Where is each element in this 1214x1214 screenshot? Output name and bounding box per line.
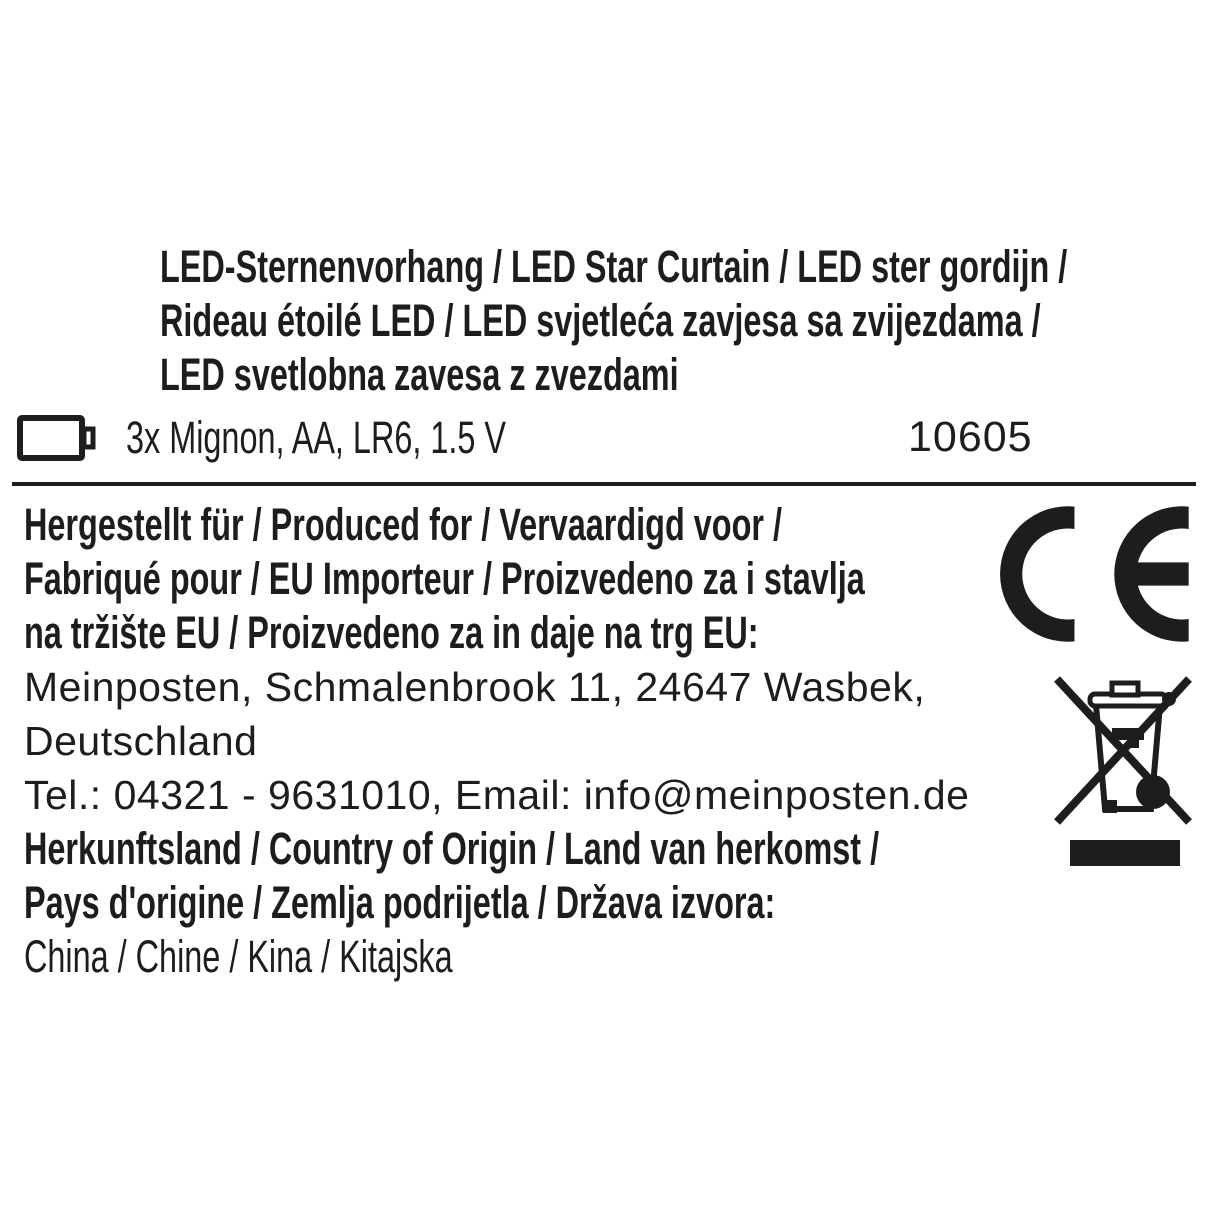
product-title-line: Rideau étoilé LED / LED svjetleća zavjesa sa zvijezdama /: [160, 295, 1041, 346]
importer-contact: Tel.: 04321 - 9631010, Email: info@meinposten.de: [24, 772, 970, 818]
origin-label-line: Pays d'origine / Zemlja podrijetla / Država izvora:: [24, 877, 776, 928]
battery-icon: [16, 413, 96, 463]
product-title: [160, 240, 1214, 402]
battery-spec-text: 3x Mignon, AA, LR6, 1.5 V: [126, 412, 507, 463]
produced-for-line: Hergestellt für / Produced for / Vervaardigd voor /: [24, 499, 782, 550]
importer-country: Deutschland: [24, 718, 258, 764]
battery-spec-row: [16, 412, 654, 464]
ce-mark-icon: [1000, 506, 1190, 642]
product-title-line: LED-Sternenvorhang / LED Star Curtain / LED ster gordijn /: [160, 241, 1068, 292]
article-number: 10605: [908, 413, 1033, 461]
origin-label-line: Herkunftsland / Country of Origin / Land van herkomst /: [24, 823, 880, 874]
product-title-line: LED svetlobna zavesa z zvezdami: [160, 349, 679, 400]
weee-bin-icon: [1048, 672, 1198, 872]
importer-address: Meinposten, Schmalenbrook 11, 24647 Wasbek,: [24, 664, 926, 710]
divider-line: [12, 482, 1196, 486]
origin-country-line: China / Chine / Kina / Kitajska: [24, 931, 453, 982]
produced-for-line: Fabriqué pour / EU Importeur / Proizvedeno za i stavlja: [24, 553, 865, 604]
produced-for-line: na tržište EU / Proizvedeno za in daje na trg EU:: [24, 607, 759, 658]
